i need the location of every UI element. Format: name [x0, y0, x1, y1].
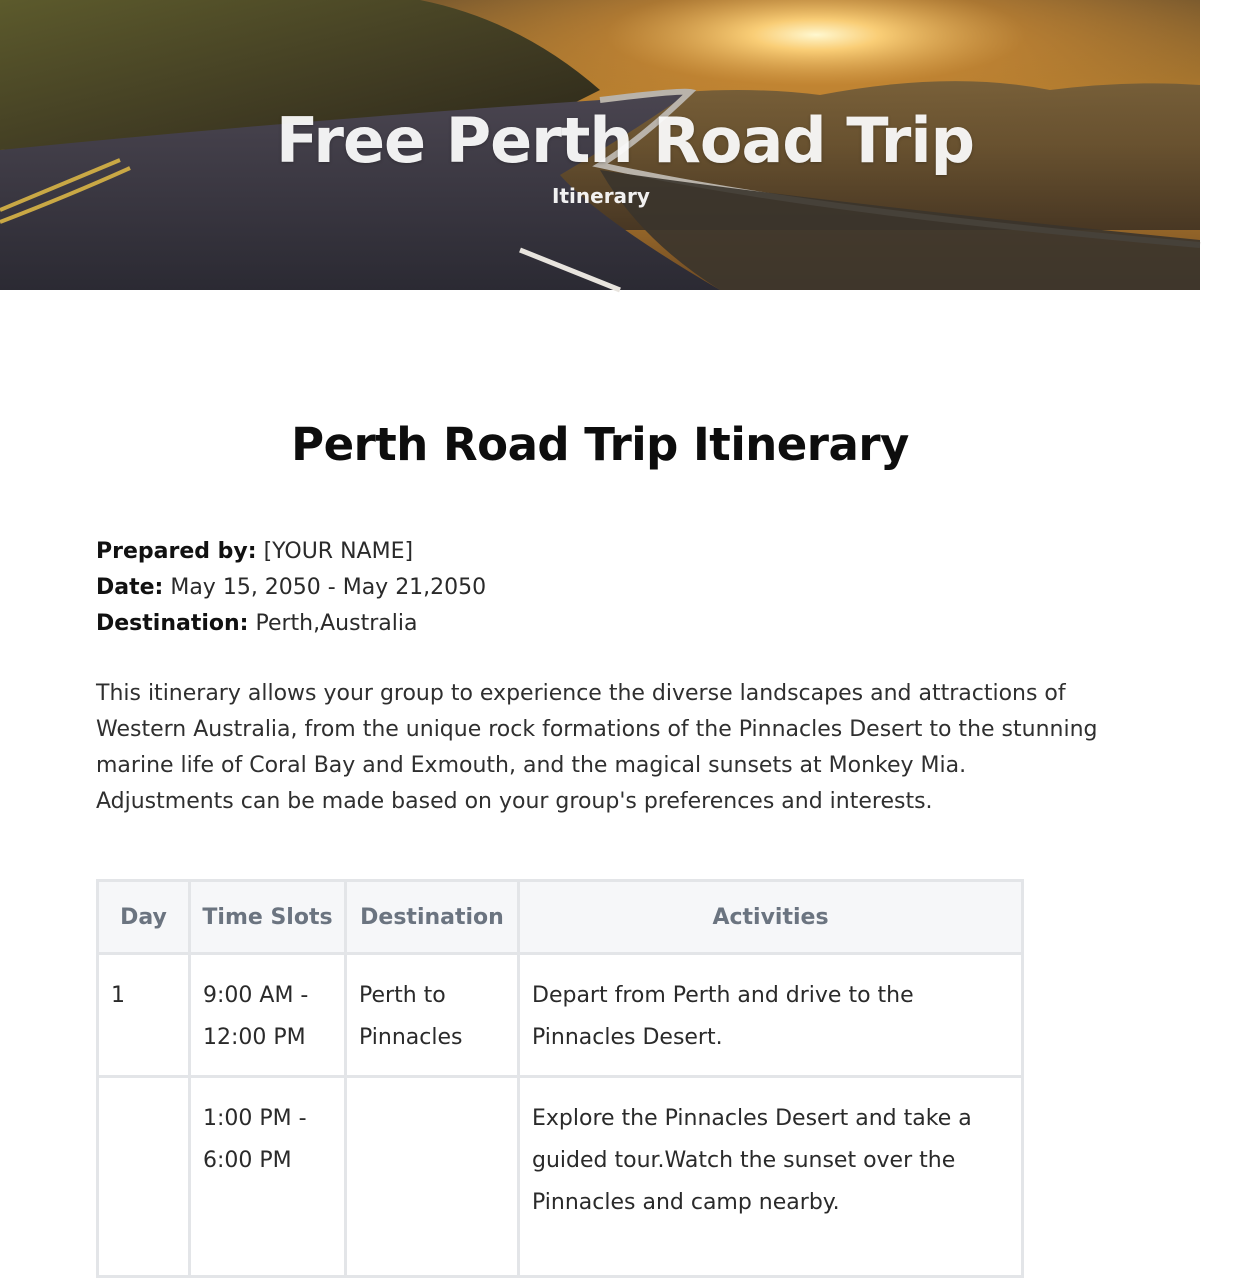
hero-subtitle: Itinerary	[552, 184, 650, 208]
cell-time: 1:00 PM - 6:00 PM	[190, 1077, 346, 1277]
prepared-by-label: Prepared by:	[96, 539, 257, 564]
intro-paragraph: This itinerary allows your group to experience the diverse landscapes and attractions of Western Australia, from the unique rock formations of the Pinnacles Desert to the stunning marine life of Coral Bay and Exmouth, and the magical sunsets at Monkey Mia. Adjustments can be made based on your group's preferences and interests.	[96, 681, 1098, 814]
cell-destination	[346, 1077, 519, 1277]
table-row	[98, 1077, 1023, 1277]
hero-title: Free Perth Road Trip	[276, 104, 974, 177]
date-label: Date:	[96, 575, 164, 600]
cell-destination: Perth to Pinnacles	[346, 954, 519, 1077]
cell-activities: Depart from Perth and drive to the Pinnacles Desert.	[519, 954, 1023, 1077]
header-day: Day	[98, 881, 190, 954]
document-title: Perth Road Trip Itinerary	[291, 418, 909, 471]
destination-line	[96, 606, 486, 642]
itinerary-table	[96, 879, 1024, 1278]
hero-banner	[0, 0, 1200, 290]
prepared-by-value: [YOUR NAME]	[263, 539, 414, 564]
cell-day	[98, 1077, 190, 1277]
prepared-by-line	[96, 534, 486, 570]
meta-info	[96, 534, 486, 642]
date-line	[96, 570, 486, 606]
date-value: May 15, 2050 - May 21,2050	[170, 575, 487, 600]
cell-time: 9:00 AM - 12:00 PM	[190, 954, 346, 1077]
cell-day: 1	[98, 954, 190, 1077]
header-destination: Destination	[346, 881, 519, 954]
header-activities: Activities	[519, 881, 1023, 954]
table-header-row	[98, 881, 1023, 954]
table-row	[98, 954, 1023, 1077]
cell-activities: Explore the Pinnacles Desert and take a guided tour.Watch the sunset over the Pinnacles and camp nearby.	[519, 1077, 1023, 1277]
header-time-slots: Time Slots	[190, 881, 346, 954]
destination-label: Destination:	[96, 611, 249, 636]
destination-value: Perth,Australia	[255, 611, 418, 636]
